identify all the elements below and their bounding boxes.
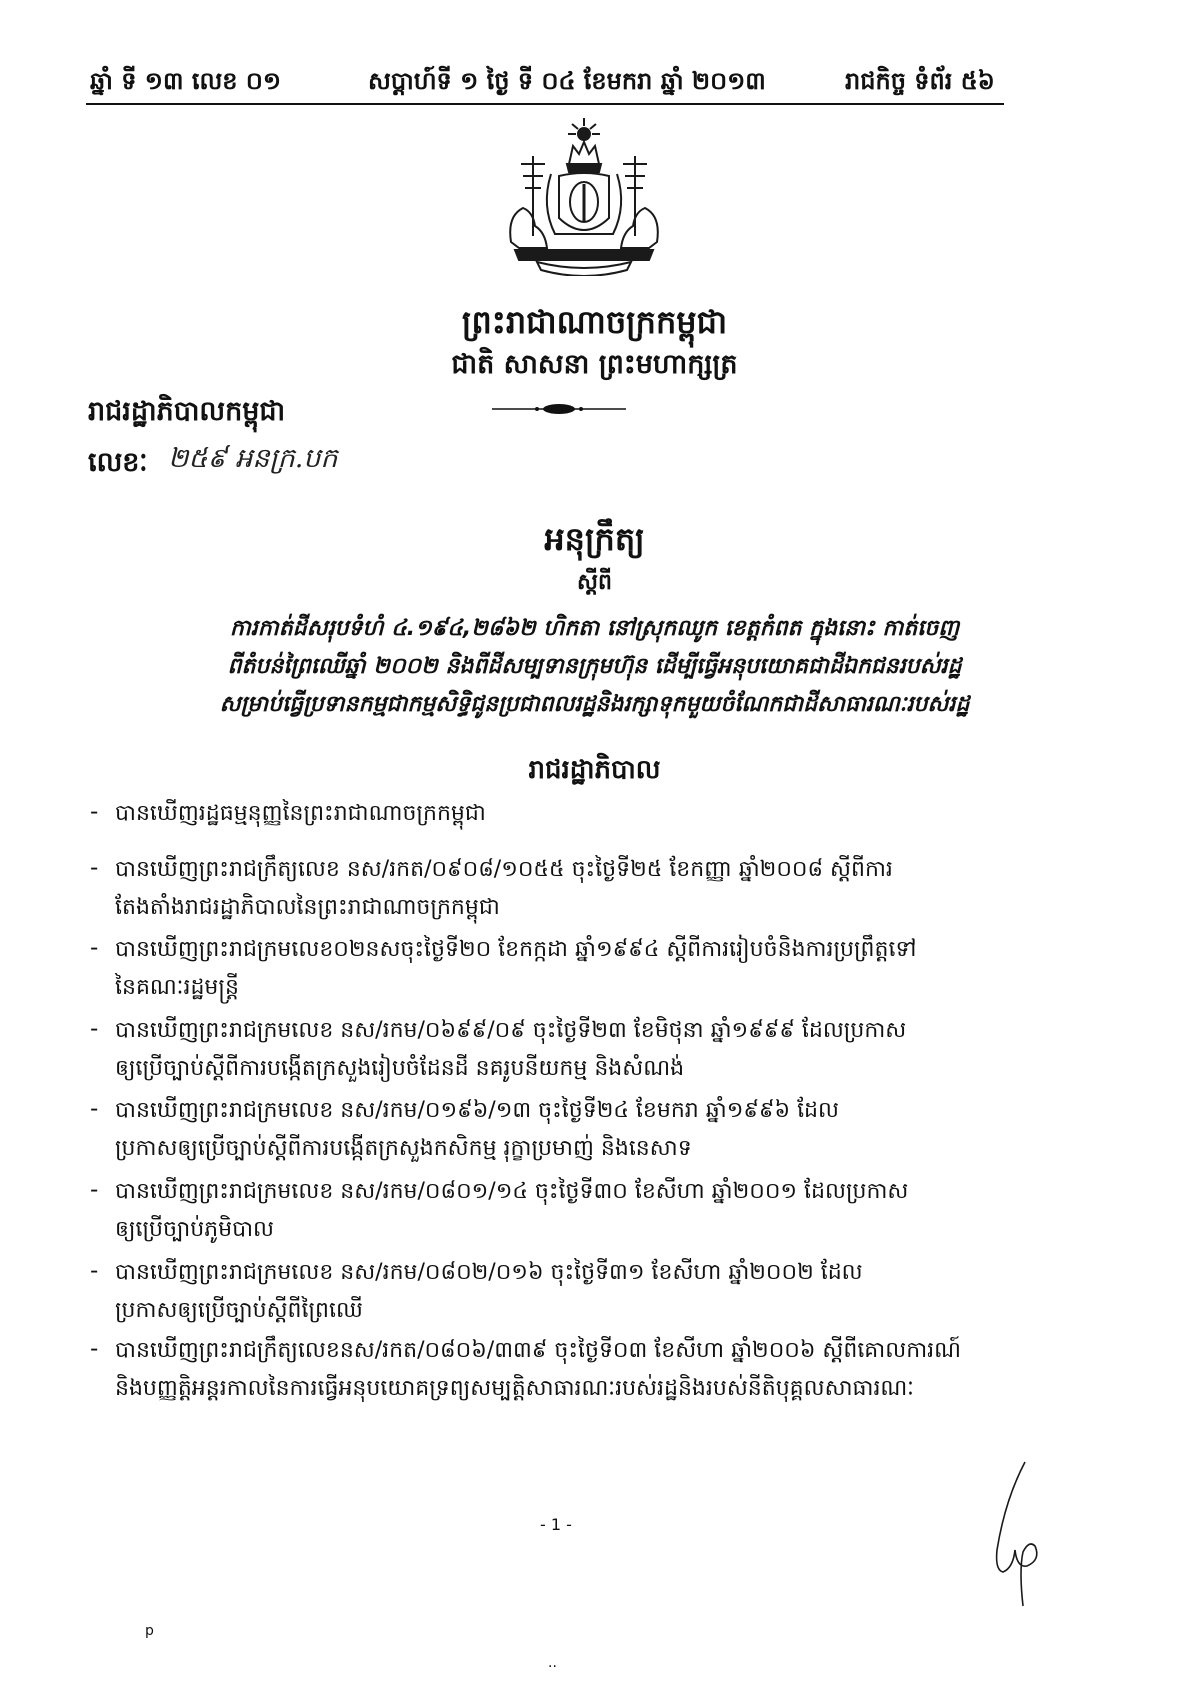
gazette-page-ref: រាជកិច្ច ទំព័រ ៥៦ (845, 67, 995, 95)
citation-bullet: - (90, 1016, 99, 1042)
gazette-date: សប្តាហ៍ទី ១ ថ្ងៃ ទី ០៤ ខែមករា ឆ្នាំ ២០១៣ (368, 67, 766, 95)
citation-line: បានឃើញព្រះរាជក្រមលេខ នស/រកម/០៨០២/០១៦ ចុះថ្ងៃទី៣១ ខែសីហា ឆ្នាំ២០០២ ដែល (115, 1260, 863, 1285)
citation-line: ឲ្យប្រើច្បាប់ស្តីពីការបង្កើតក្រសួងរៀបចំដែនដី នគរូបនីយកម្ម និងសំណង់ (115, 1056, 685, 1081)
citation-bullet: - (90, 1177, 99, 1203)
citation-line: បានឃើញព្រះរាជក្រមលេខ នស/រកម/០៦៩៩/០៩ ចុះថ្ងៃទី២៣ ខែមិថុនា ឆ្នាំ១៩៩៩ ដែលប្រកាស (115, 1018, 907, 1043)
document-number-label: លេខៈ (88, 447, 148, 478)
citation-bullet: - (90, 799, 99, 825)
citation-line: នៃគណៈរដ្ឋមន្ត្រី (115, 975, 239, 1000)
council-heading: រាជរដ្ឋាភិបាល (528, 755, 661, 785)
subject-line: ការកាត់ដីសរុបទំហំ ៤.១៩៤,២៨៦២ ហិកតា នៅស្រុកឈូក ខេត្តកំពត ក្នុងនោះ កាត់ចេញ (229, 616, 960, 641)
page-number: - 1 - (540, 1515, 572, 1534)
issuer-name: រាជរដ្ឋាភិបាលកម្ពុជា (88, 396, 286, 427)
handwritten-signature-icon (985, 1460, 1055, 1610)
citation-bullet: - (90, 1096, 99, 1122)
citation-bullet: - (90, 935, 99, 961)
national-motto: ជាតិ សាសនា ព្រះមហាក្សត្រ (451, 349, 738, 380)
citation-line: បានឃើញព្រះរាជក្រមលេខ០២នសចុះថ្ងៃទី២០ ខែកក្កដា ឆ្នាំ១៩៩៤ ស្តីពីការរៀបចំនិងការប្រព្រឹត្តទៅ (115, 937, 917, 962)
citation-line: បានឃើញព្រះរាជក្រឹត្យលេខនស/រកត/០៨០៦/៣៣៩ ចុះថ្ងៃទី០៣ ខែសីហា ឆ្នាំ២០០៦ ស្តីពីគោលការណ៍ (115, 1338, 961, 1363)
citation-line: បានឃើញព្រះរាជក្រមលេខ នស/រកម/០១៩៦/១៣ ចុះថ្ងៃទី២៤ ខែមករា ឆ្នាំ១៩៩៦ ដែល (115, 1098, 839, 1123)
citation-line: ឲ្យប្រើច្បាប់ភូមិបាល (115, 1217, 274, 1242)
citation-bullet: - (90, 1258, 99, 1284)
gazette-year-issue: ឆ្នាំ ទី ១៣ លេខ ០១ (90, 67, 282, 95)
citation-line: បានឃើញរដ្ឋធម្មនុញ្ញនៃព្រះរាជាណាចក្រកម្ពុជា (115, 801, 486, 826)
margin-dots: .. (548, 1655, 557, 1671)
citation-line: ប្រកាសឲ្យប្រើច្បាប់ស្តីពីព្រៃឈើ (115, 1298, 363, 1323)
citation-line: បានឃើញព្រះរាជក្រឹត្យលេខ នស/រកត/០៩០៨/១០៥៥ ចុះថ្ងៃទី២៥ ខែកញ្ញា ឆ្នាំ២០០៨ ស្តីពីការ (115, 857, 893, 882)
citation-bullet: - (90, 1336, 99, 1362)
margin-mark: p (145, 1623, 154, 1639)
document-title: អនុក្រឹត្យ (544, 520, 645, 558)
document-about: ស្តីពី (577, 570, 612, 595)
ornament-divider-icon (492, 402, 626, 416)
kingdom-name: ព្រះរាជាណាចក្រកម្ពុជា (461, 303, 728, 341)
subject-line: សម្រាប់ធ្វើប្រទានកម្មជាកម្មសិទ្ធិជូនប្រជាពលរដ្ឋនិងរក្សាទុកមួយចំណែកជាដីសាធារណៈរបស់រដ្ឋ (219, 692, 970, 717)
subject-line: ពីតំបន់ព្រៃឈើឆ្នាំ ២០០២ និងពីដីសម្បទានក្រុមហ៊ុន ដើម្បីធ្វើអនុបយោគជាដីឯកជនរបស់រដ្ឋ (227, 654, 962, 679)
citation-line: ប្រកាសឲ្យប្រើច្បាប់ស្តីពីការបង្កើតក្រសួងកសិកម្ម រុក្ខាប្រមាញ់ និងនេសាទ (115, 1136, 692, 1161)
document-number-value: ២៥៩ អនក្រ.បក (168, 443, 338, 474)
royal-coat-of-arms-icon (493, 116, 675, 276)
citation-line: តែងតាំងរាជរដ្ឋាភិបាលនៃព្រះរាជាណាចក្រកម្ពុជា (115, 895, 500, 920)
citation-line: និងបញ្ញត្តិអន្តរកាលនៃការធ្វើអនុបយោគទ្រព្យសម្បត្តិសាធារណៈរបស់រដ្ឋនិងរបស់នីតិបុគ្គលសាធារណៈ (115, 1376, 915, 1401)
citation-bullet: - (90, 855, 99, 881)
citation-line: បានឃើញព្រះរាជក្រមលេខ នស/រកម/០៨០១/១៤ ចុះថ្ងៃទី៣០ ខែសីហា ឆ្នាំ២០០១ ដែលប្រកាស (115, 1179, 909, 1204)
header-rule (86, 103, 1004, 105)
